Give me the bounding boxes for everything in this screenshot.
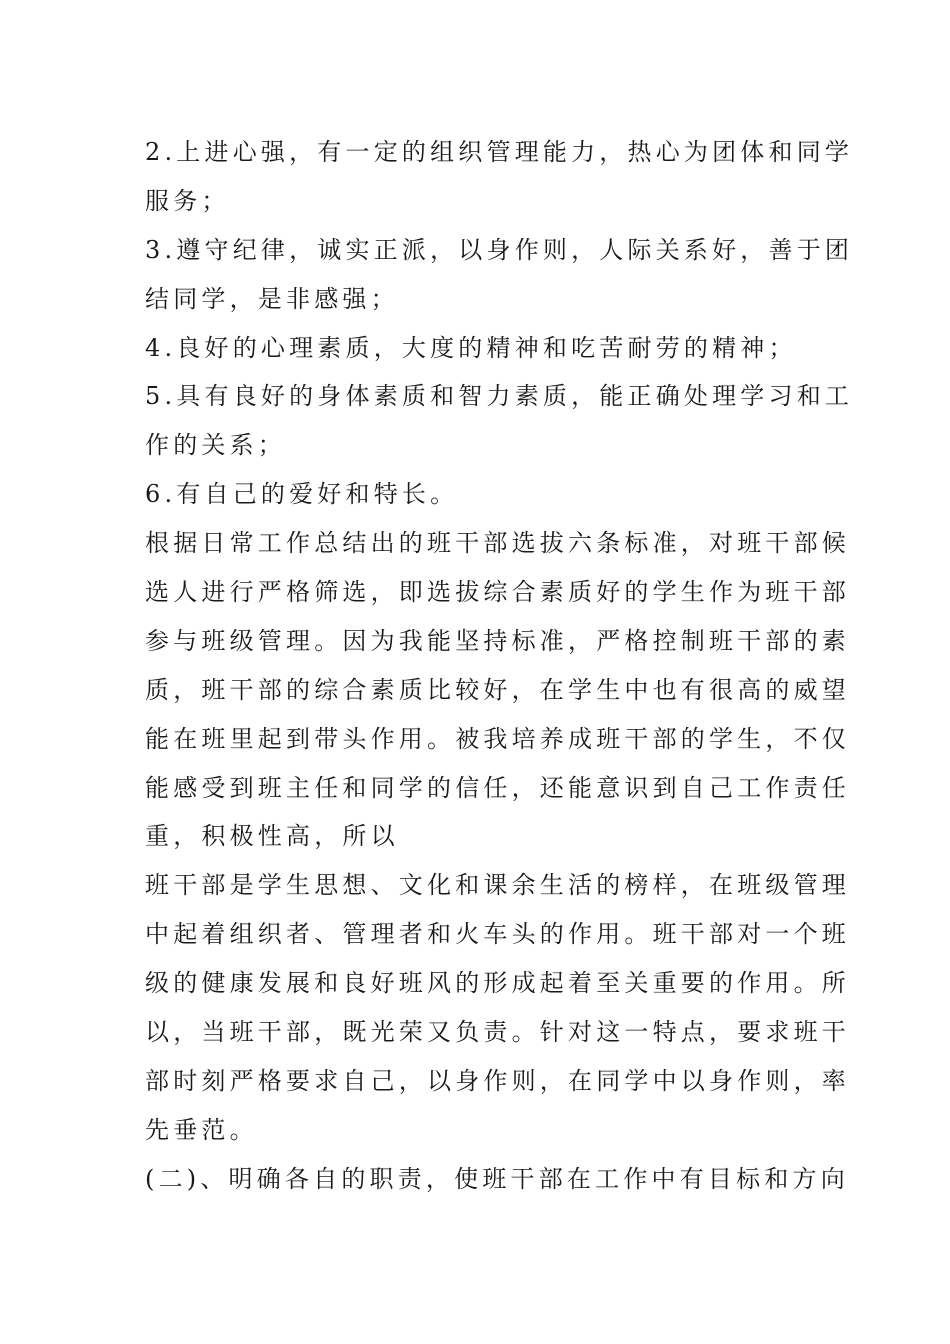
text-line: 6.有自己的爱好和特长。	[145, 480, 459, 509]
text-line: 以，当班干部，既光荣又负责。针对这一特点，要求班干	[145, 1018, 850, 1047]
text-line: 部时刻严格要求自己，以身作则，在同学中以身作则，率	[145, 1066, 850, 1095]
text-line: 4.良好的心理素质，大度的精神和吃苦耐劳的精神；	[145, 333, 797, 362]
text-line: 能在班里起到带头作用。被我培养成班干部的学生，不仅	[145, 724, 850, 753]
text-line: 5.具有良好的身体素质和智力素质，能正确处理学习和工	[145, 382, 854, 411]
text-line: 根据日常工作总结出的班干部选拔六条标准，对班干部候	[145, 529, 850, 558]
text-line: 班干部是学生思想、文化和课余生活的榜样，在班级管理	[145, 871, 850, 900]
text-line: 选人进行严格筛选，即选拔综合素质好的学生作为班干部	[145, 578, 850, 607]
text-line: 能感受到班主任和同学的信任，还能意识到自己工作责任	[145, 773, 850, 802]
text-line: 质，班干部的综合素质比较好，在学生中也有很高的威望	[145, 675, 850, 704]
document-body	[145, 128, 854, 1204]
text-line: 服务；	[145, 186, 230, 215]
text-line: 重，积极性高，所以	[145, 822, 399, 851]
text-line: 级的健康发展和良好班风的形成起着至关重要的作用。所	[145, 969, 850, 998]
text-line: 3.遵守纪律，诚实正派，以身作则，人际关系好，善于团	[145, 235, 854, 264]
text-line: 先垂范。	[145, 1115, 258, 1144]
text-line: 作的关系；	[145, 431, 286, 460]
text-line: 2.上进心强，有一定的组织管理能力，热心为团体和同学	[145, 138, 854, 166]
text-line: 参与班级管理。因为我能坚持标准，严格控制班干部的素	[145, 626, 850, 655]
text-line: 结同学，是非感强；	[145, 284, 399, 313]
section-heading: (二)、明确各自的职责，使班干部在工作中有目标和方向	[145, 1164, 849, 1193]
text-line: 中起着组织者、管理者和火车头的作用。班干部对一个班	[145, 920, 850, 949]
